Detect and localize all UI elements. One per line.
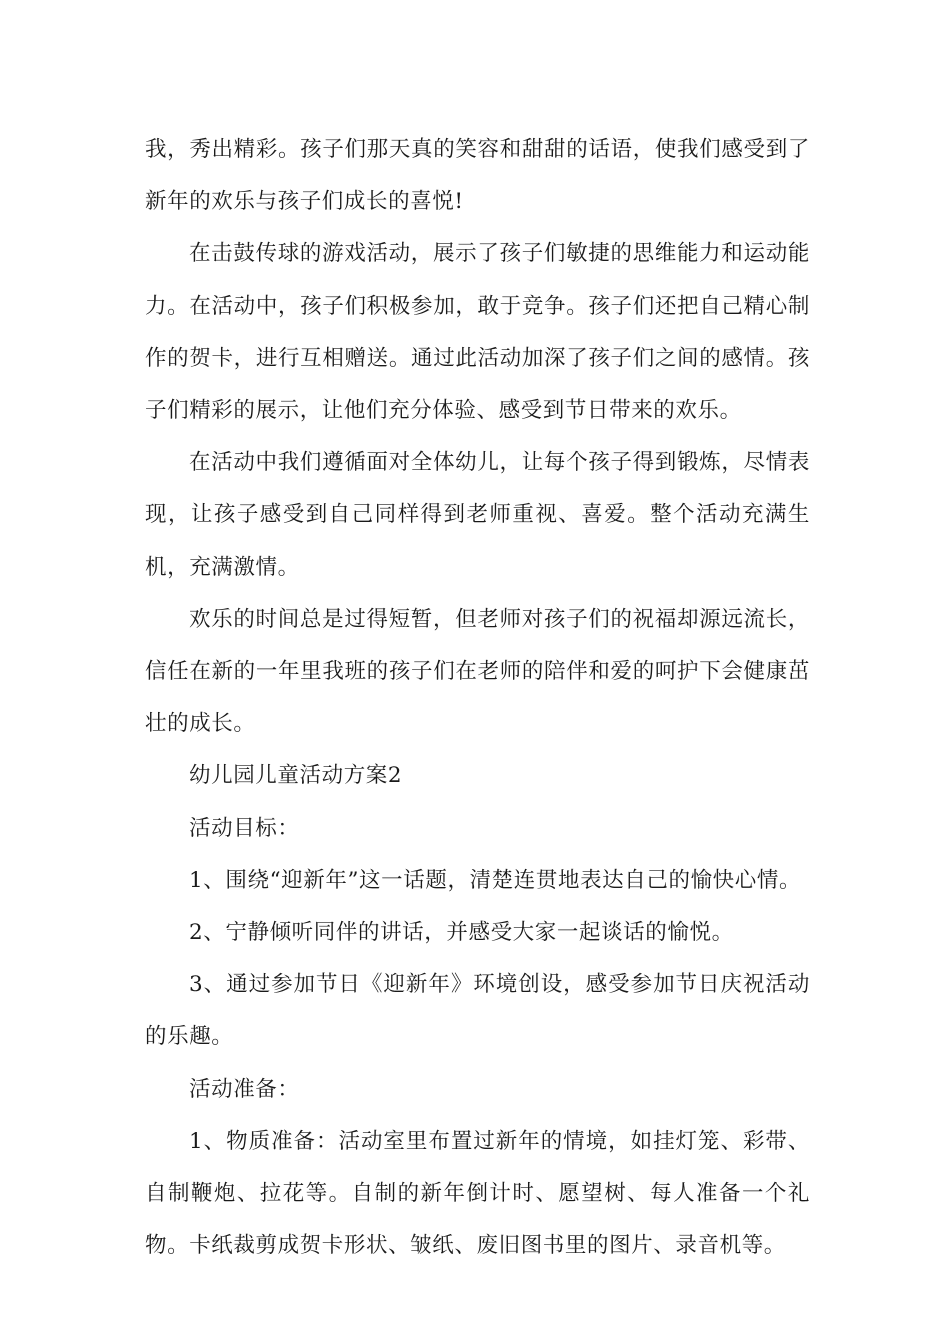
- paragraph-continuation: 我，秀出精彩。孩子们那天真的笑容和甜甜的话语，使我们感受到了新年的欢乐与孩子们成长的喜悦!: [145, 137, 810, 215]
- goal-item-2: 2、宁静倾听同伴的讲话，并感受大家一起谈话的愉悦。: [189, 920, 734, 946]
- paragraph-wishes: 欢乐的时间总是过得短暂，但老师对孩子们的祝福却源远流长，信任在新的一年里我班的孩子们在老师的陪伴和爱的呵护下会健康茁壮的成长。: [145, 606, 810, 737]
- document-body: [145, 124, 810, 1272]
- heading-activity-goals: 活动目标：: [189, 815, 300, 841]
- paragraph-drum-game: 在击鼓传球的游戏活动，展示了孩子们敏捷的思维能力和运动能力。在活动中，孩子们积极参加，敢于竞争。孩子们还把自己精心制作的贺卡，进行互相赠送。通过此活动加深了孩子们之间的感情。孩子们精彩的展示，让他们充分体验、感受到节日带来的欢乐。: [145, 241, 810, 424]
- goal-item-1: 1、围绕“迎新年”这一话题，清楚连贯地表达自己的愉快心情。: [189, 867, 802, 893]
- goal-item-3: 3、通过参加节日《迎新年》环境创设，感受参加节日庆祝活动的乐趣。: [145, 972, 810, 1050]
- heading-activity-preparation: 活动准备：: [189, 1076, 300, 1102]
- paragraph-all-children: 在活动中我们遵循面对全体幼儿，让每个孩子得到锻炼，尽情表现，让孩子感受到自己同样得到老师重视、喜爱。整个活动充满生机，充满激情。: [145, 450, 810, 580]
- preparation-item-1: 1、物质准备：活动室里布置过新年的情境，如挂灯笼、彩带、自制鞭炮、拉花等。自制的新年倒计时、愿望树、每人准备一个礼物。卡纸裁剪成贺卡形状、皱纸、废旧图书里的图片、录音机等。: [145, 1128, 810, 1259]
- section-heading-plan-2: 幼儿园儿童活动方案2: [189, 763, 403, 789]
